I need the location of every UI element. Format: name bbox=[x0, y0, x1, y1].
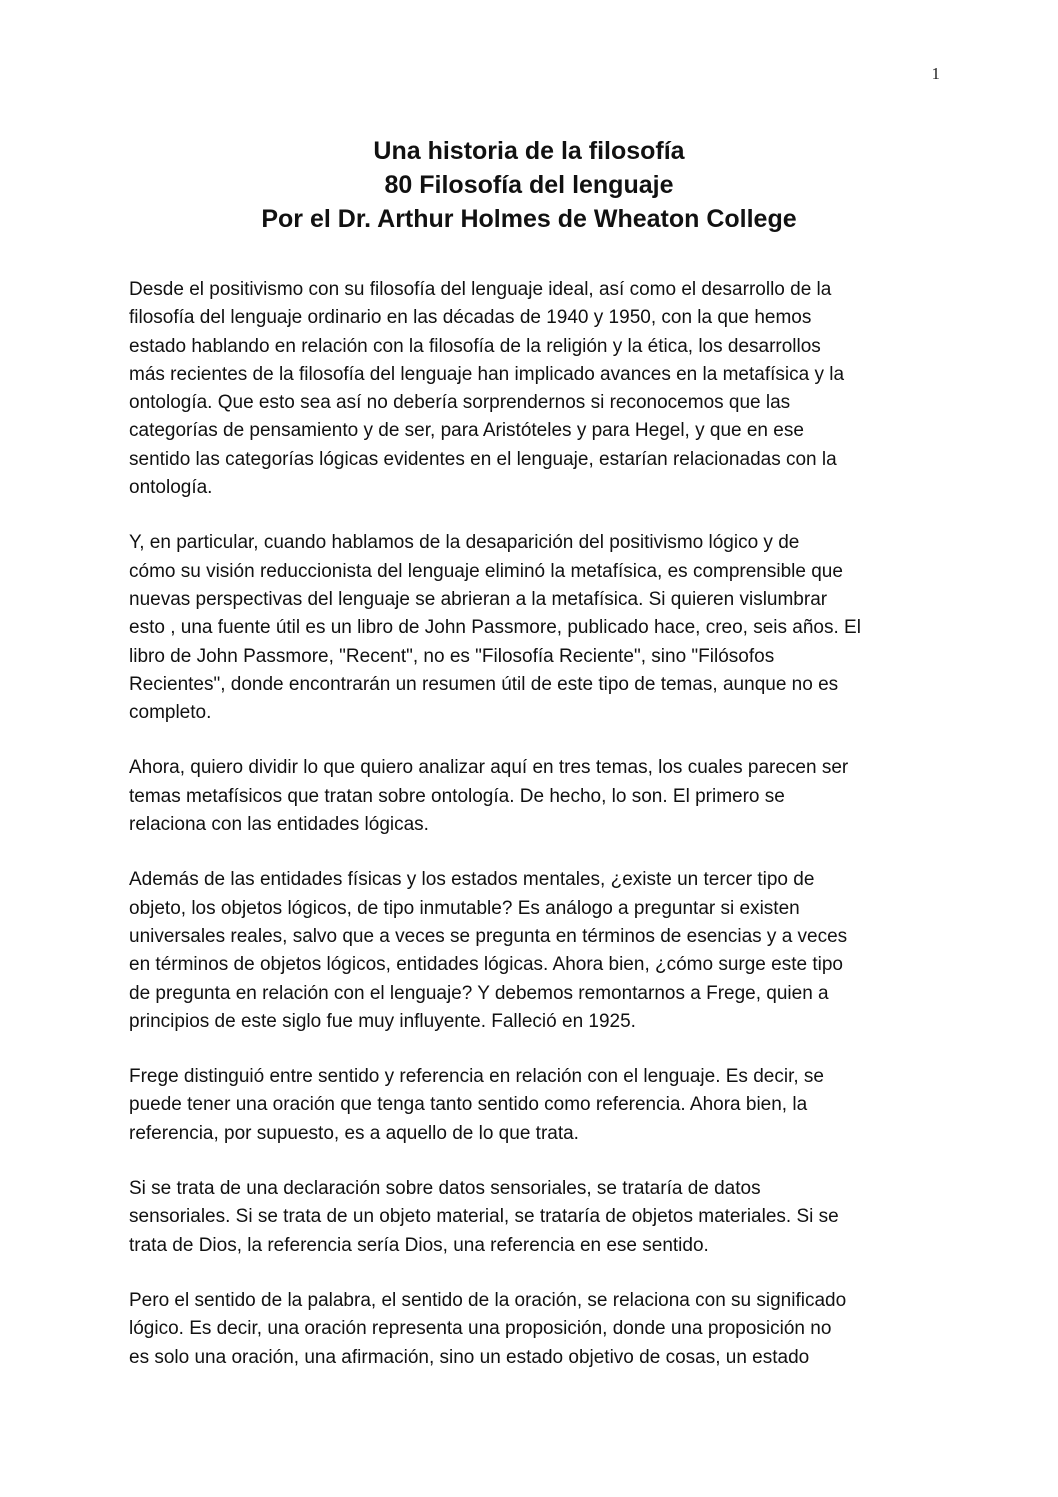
text-line: filosofía del lenguaje ordinario en las décadas de 1940 y 1950, con la que hemos bbox=[129, 307, 812, 329]
text-line: categorías de pensamiento y de ser, para Aristóteles y para Hegel, y que en ese bbox=[129, 420, 804, 442]
paragraph bbox=[129, 754, 919, 839]
text-line: cómo su visión reduccionista del lenguaje eliminó la metafísica, es comprensible que bbox=[129, 560, 843, 582]
text-line: Recientes", donde encontrarán un resumen útil de este tipo de temas, aunque no es bbox=[129, 673, 839, 695]
document-title bbox=[0, 134, 1058, 236]
text-line: ontología. Que esto sea así no debería sorprendernos si reconocemos que las bbox=[129, 392, 791, 414]
paragraph bbox=[129, 529, 919, 727]
text-line: sentido las categorías lógicas evidentes en el lenguaje, estarían relacionadas con la bbox=[129, 448, 837, 470]
text-line: Desde el positivismo con su filosofía del lenguaje ideal, así como el desarrollo de la bbox=[129, 279, 832, 300]
text-line: puede tener una oración que tenga tanto sentido como referencia. Ahora bien, la bbox=[129, 1094, 808, 1116]
page-number: 1 bbox=[931, 64, 940, 83]
text-line: es solo una oración, una afirmación, sino un estado objetivo de cosas, un estado bbox=[129, 1346, 810, 1368]
text-line: de pregunta en relación con el lenguaje? Y debemos remontarnos a Frege, quien a bbox=[129, 982, 829, 1004]
text-line: objeto, los objetos lógicos, de tipo inmutable? Es análogo a preguntar si existen bbox=[129, 897, 800, 919]
text-line: Ahora, quiero dividir lo que quiero analizar aquí en tres temas, los cuales parecen ser bbox=[129, 757, 849, 779]
text-line: trata de Dios, la referencia sería Dios, una referencia en ese sentido. bbox=[129, 1234, 709, 1256]
paragraph bbox=[129, 1175, 919, 1260]
text-line: estado hablando en relación con la filosofía de la religión y la ética, los desarrollos bbox=[129, 335, 821, 357]
text-line: Y, en particular, cuando hablamos de la desaparición del positivismo lógico y de bbox=[129, 532, 800, 554]
text-line: lógico. Es decir, una oración representa una proposición, donde una proposición no bbox=[129, 1318, 832, 1340]
text-line: referencia, por supuesto, es a aquello de lo que trata. bbox=[129, 1122, 579, 1144]
text-line: sensoriales. Si se trata de un objeto material, se trataría de objetos materiales. Si se bbox=[129, 1206, 839, 1228]
text-line: Además de las entidades físicas y los estados mentales, ¿existe un tercer tipo de bbox=[129, 869, 815, 891]
paragraph bbox=[129, 276, 919, 502]
text-line: Frege distinguió entre sentido y referencia en relación con el lenguaje. Es decir, se bbox=[129, 1066, 824, 1088]
document-body bbox=[129, 276, 919, 1399]
text-line: esto , una fuente útil es un libro de John Passmore, publicado hace, creo, seis años. El bbox=[129, 617, 861, 639]
text-line: principios de este siglo fue muy influyente. Falleció en 1925. bbox=[129, 1010, 636, 1032]
text-line: completo. bbox=[129, 702, 212, 724]
author-line: Por el Dr. Arthur Holmes de Wheaton College bbox=[261, 205, 797, 233]
subtitle-line: 80 Filosofía del lenguaje bbox=[384, 171, 674, 199]
text-line: temas metafísicos que tratan sobre ontología. De hecho, lo son. El primero se bbox=[129, 785, 785, 807]
text-line: más recientes de la filosofía del lenguaje han implicado avances en la metafísica y la bbox=[129, 363, 845, 385]
text-line: Si se trata de una declaración sobre datos sensoriales, se trataría de datos bbox=[129, 1178, 761, 1200]
paragraph bbox=[129, 1287, 919, 1372]
paragraph bbox=[129, 1063, 919, 1148]
paragraph bbox=[129, 866, 919, 1036]
text-line: ontología. bbox=[129, 477, 213, 499]
text-line: nuevas perspectivas del lenguaje se abrieran a la metafísica. Si quieren vislumbrar bbox=[129, 588, 828, 610]
text-line: en términos de objetos lógicos, entidades lógicas. Ahora bien, ¿cómo surge este tipo bbox=[129, 954, 843, 976]
text-line: libro de John Passmore, "Recent", no es "Filosofía Reciente", sino "Filósofos bbox=[129, 645, 775, 667]
title-line: Una historia de la filosofía bbox=[373, 137, 685, 165]
text-line: relaciona con las entidades lógicas. bbox=[129, 814, 429, 836]
text-line: Pero el sentido de la palabra, el sentido de la oración, se relaciona con su significado bbox=[129, 1289, 847, 1311]
text-line: universales reales, salvo que a veces se pregunta en términos de esencias y a veces bbox=[129, 925, 848, 947]
